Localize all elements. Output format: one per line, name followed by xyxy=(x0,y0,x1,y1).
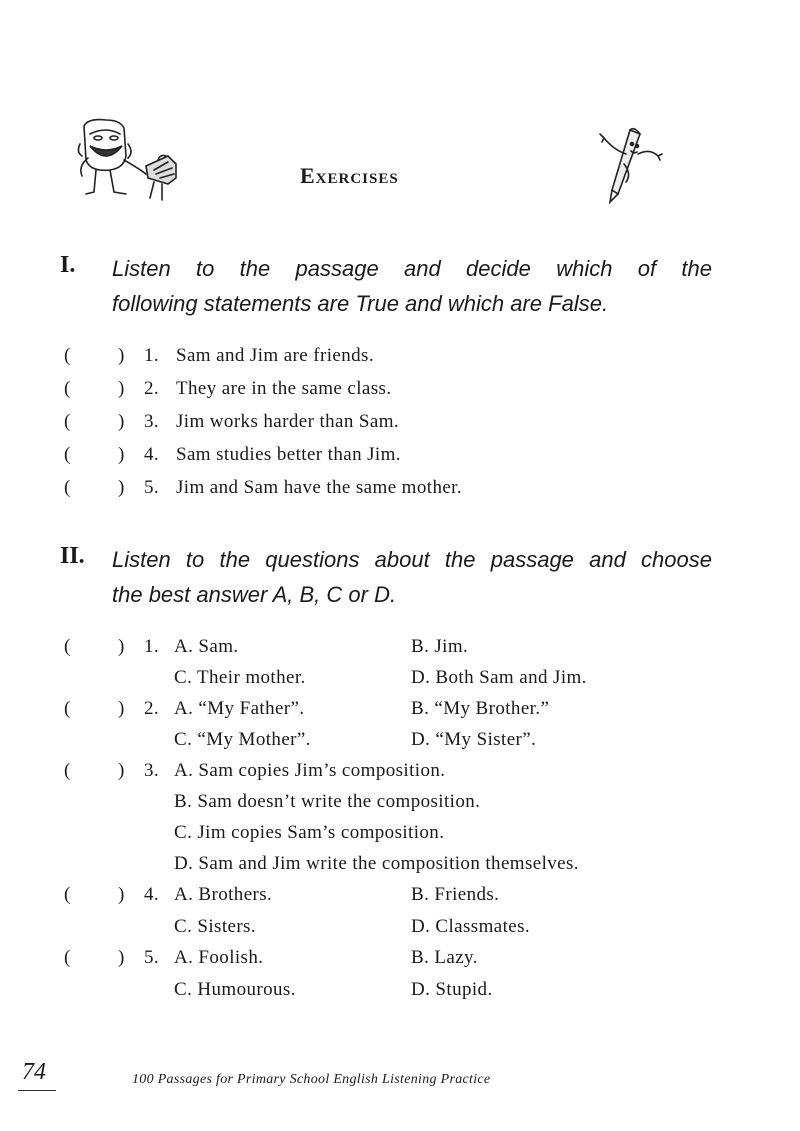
instruction-line: Listen to the questions about the passage and choose xyxy=(112,547,712,572)
answer-blank-open: ( xyxy=(64,477,71,498)
answer-blank-open: ( xyxy=(64,411,71,432)
option-b: B. Sam doesn’t write the composition. xyxy=(174,791,481,812)
option-a: A. Brothers. xyxy=(174,884,273,905)
answer-blank-close: ) xyxy=(118,444,125,465)
answer-blank-close: ) xyxy=(118,947,125,968)
option-d: D. Stupid. xyxy=(411,979,493,1000)
option-a: A. “My Father”. xyxy=(174,698,305,719)
instruction-line: following statements are True and which are False. xyxy=(112,291,609,316)
instruction-line: the best answer A, B, C or D. xyxy=(112,582,397,607)
answer-blank-close: ) xyxy=(118,636,125,657)
item-number: 3. xyxy=(144,411,160,432)
option-c: C. Sisters. xyxy=(174,916,256,937)
answer-blank-open: ( xyxy=(64,345,71,366)
answer-blank-close: ) xyxy=(118,345,125,366)
question-number: 4. xyxy=(144,884,160,905)
answer-blank-open: ( xyxy=(64,884,71,905)
option-d: D. Classmates. xyxy=(411,916,531,937)
question-number: 2. xyxy=(144,698,160,719)
option-c: C. Jim copies Sam’s composition. xyxy=(174,822,445,843)
option-a: A. Sam copies Jim’s composition. xyxy=(174,760,446,781)
page-number-rule xyxy=(18,1090,56,1091)
page-title: Exercises xyxy=(300,163,399,188)
instruction-line: Listen to the passage and decide which of the xyxy=(112,256,712,281)
answer-blank-close: ) xyxy=(118,378,125,399)
statement-text: Jim and Sam have the same mother. xyxy=(176,477,463,498)
answer-blank-close: ) xyxy=(118,477,125,498)
question-number: 3. xyxy=(144,760,160,781)
answer-blank-close: ) xyxy=(118,698,125,719)
section-number: II. xyxy=(60,543,85,569)
section-instruction xyxy=(112,542,712,612)
answer-blank-open: ( xyxy=(64,698,71,719)
option-b: B. Lazy. xyxy=(411,947,478,968)
question-number: 5. xyxy=(144,947,160,968)
option-c: C. Humourous. xyxy=(174,979,296,1000)
book-title-footer: 100 Passages for Primary School English Listening Practice xyxy=(132,1072,491,1087)
item-number: 5. xyxy=(144,477,160,498)
laughing-boy-with-megaphone-icon xyxy=(76,116,192,202)
option-c: C. “My Mother”. xyxy=(174,729,311,750)
answer-blank-close: ) xyxy=(118,411,125,432)
option-d: D. Both Sam and Jim. xyxy=(411,667,587,688)
option-d: D. “My Sister”. xyxy=(411,729,537,750)
answer-blank-open: ( xyxy=(64,760,71,781)
option-d: D. Sam and Jim write the composition themselves. xyxy=(174,853,579,874)
answer-blank-open: ( xyxy=(64,947,71,968)
option-b: B. Friends. xyxy=(411,884,500,905)
page-number: 74 xyxy=(22,1059,46,1085)
option-a: A. Sam. xyxy=(174,636,239,657)
answer-blank-open: ( xyxy=(64,636,71,657)
item-number: 4. xyxy=(144,444,160,465)
statement-text: Sam studies better than Jim. xyxy=(176,444,401,465)
item-number: 2. xyxy=(144,378,160,399)
walking-pencil-icon xyxy=(596,124,666,206)
option-c: C. Their mother. xyxy=(174,667,306,688)
statement-text: They are in the same class. xyxy=(176,378,392,399)
item-number: 1. xyxy=(144,345,160,366)
answer-blank-open: ( xyxy=(64,378,71,399)
answer-blank-open: ( xyxy=(64,444,71,465)
section-number: I. xyxy=(60,252,76,278)
question-number: 1. xyxy=(144,636,160,657)
option-b: B. “My Brother.” xyxy=(411,698,550,719)
statement-text: Sam and Jim are friends. xyxy=(176,345,374,366)
section-instruction xyxy=(112,251,712,321)
option-b: B. Jim. xyxy=(411,636,469,657)
option-a: A. Foolish. xyxy=(174,947,264,968)
statement-text: Jim works harder than Sam. xyxy=(176,411,400,432)
answer-blank-close: ) xyxy=(118,884,125,905)
answer-blank-close: ) xyxy=(118,760,125,781)
